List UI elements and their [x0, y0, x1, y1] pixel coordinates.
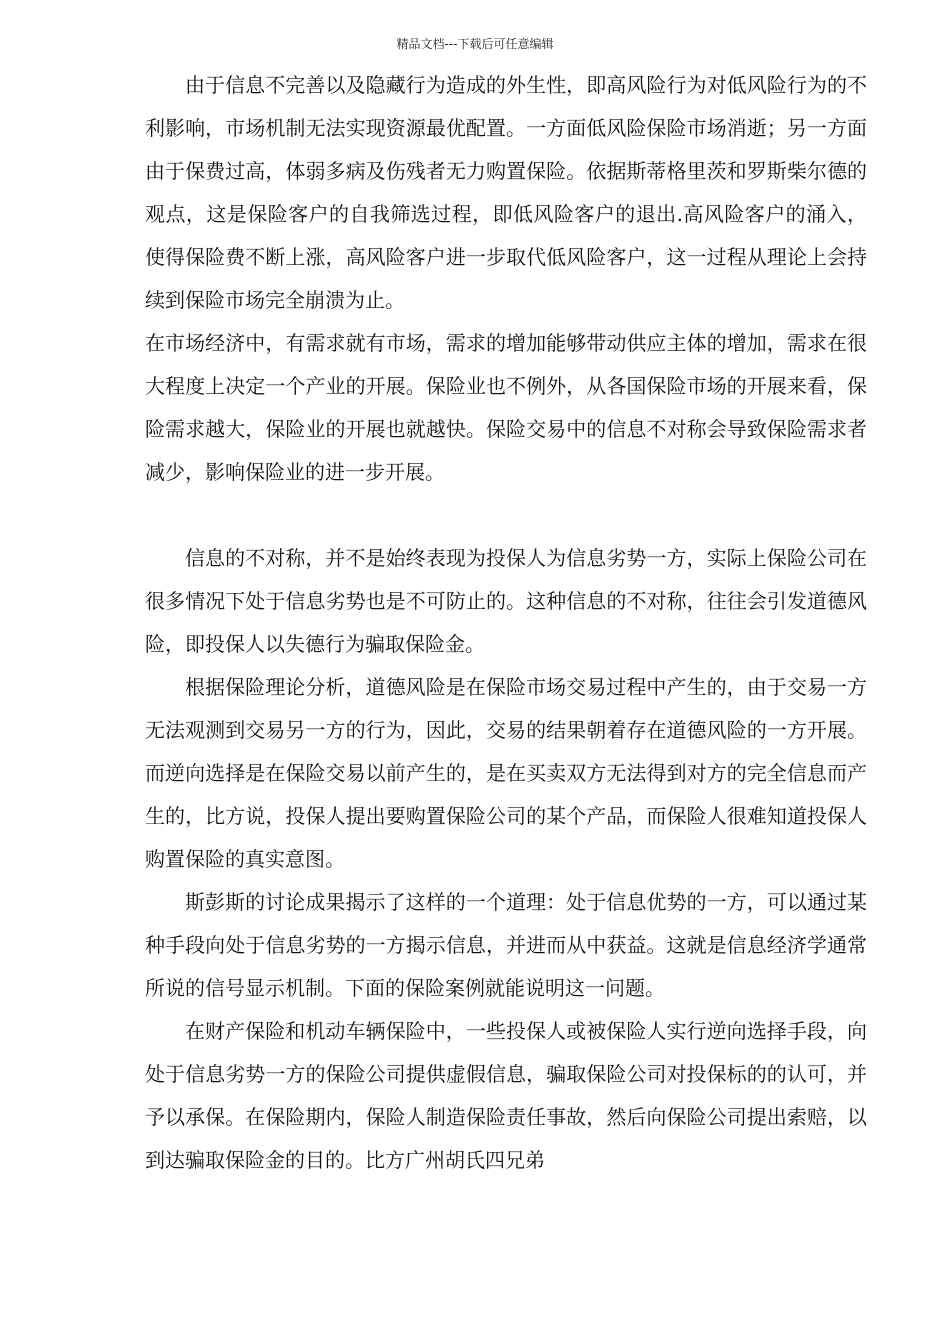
paragraph-market-demand: 在市场经济中，有需求就有市场，需求的增加能够带动供应主体的增加，需求在很大程度上决定一个产业的开展。保险业也不例外，从各国保险市场的开展来看，保险需求越大，保险业的开展也就越快。保险交易中的信息不对称会导致保险需求者减少，影响保险业的进一步开展。 — [145, 331, 867, 484]
document-body — [145, 64, 867, 1182]
paragraph-insurance-fraud: 在财产保险和机动车辆保险中，一些投保人或被保险人实行逆向选择手段，向处于信息劣势一方的保险公司提供虚假信息，骗取保险公司对投保标的的认可，并予以承保。在保险期内，保险人制造保险责任事故，然后向保险公司提出索赔，以到达骗取保险金的目的。比方广州胡氏四兄弟 — [145, 1019, 867, 1172]
paragraph-moral-hazard: 根据保险理论分析，道德风险是在保险市场交易过程中产生的，由于交易一方无法观测到交易另一方的行为，因此，交易的结果朝着存在道德风险的一方开展。而逆向选择是在保险交易以前产生的，是在买卖双方无法得到对方的完全信息而产生的，比方说，投保人提出要购置保险公司的某个产品，而保险人很难知道投保人购置保险的真实意图。 — [145, 675, 867, 871]
paragraph-information-asymmetry: 信息的不对称，并不是始终表现为投保人为信息劣势一方，实际上保险公司在很多情况下处于信息劣势也是不可防止的。这种信息的不对称，往往会引发道德风险，即投保人以失德行为骗取保险金。 — [145, 546, 867, 656]
paragraph-adverse-selection: 由于信息不完善以及隐藏行为造成的外生性，即高风险行为对低风险行为的不利影响，市场机制无法实现资源最优配置。一方面低风险保险市场消逝；另一方面由于保费过高，体弱多病及伤残者无力购置保险。依据斯蒂格里茨和罗斯柴尔德的观点，这是保险客户的自我筛选过程，即低风险客户的退出.高风险客户的涌入，使得保险费不断上涨，高风险客户进一步取代低风险客户，这一过程从理论上会持续到保险市场完全崩溃为止。 — [145, 73, 867, 312]
paragraph-gap — [145, 494, 867, 537]
paragraph-signaling: 斯彭斯的讨论成果揭示了这样的一个道理：处于信息优势的一方，可以通过某种手段向处于信息劣势的一方揭示信息，并进而从中获益。这就是信息经济学通常所说的信号显示机制。下面的保险案例就能说明这一问题。 — [145, 890, 867, 1000]
page-header: 精品文档---下载后可任意编辑 — [396, 37, 554, 51]
